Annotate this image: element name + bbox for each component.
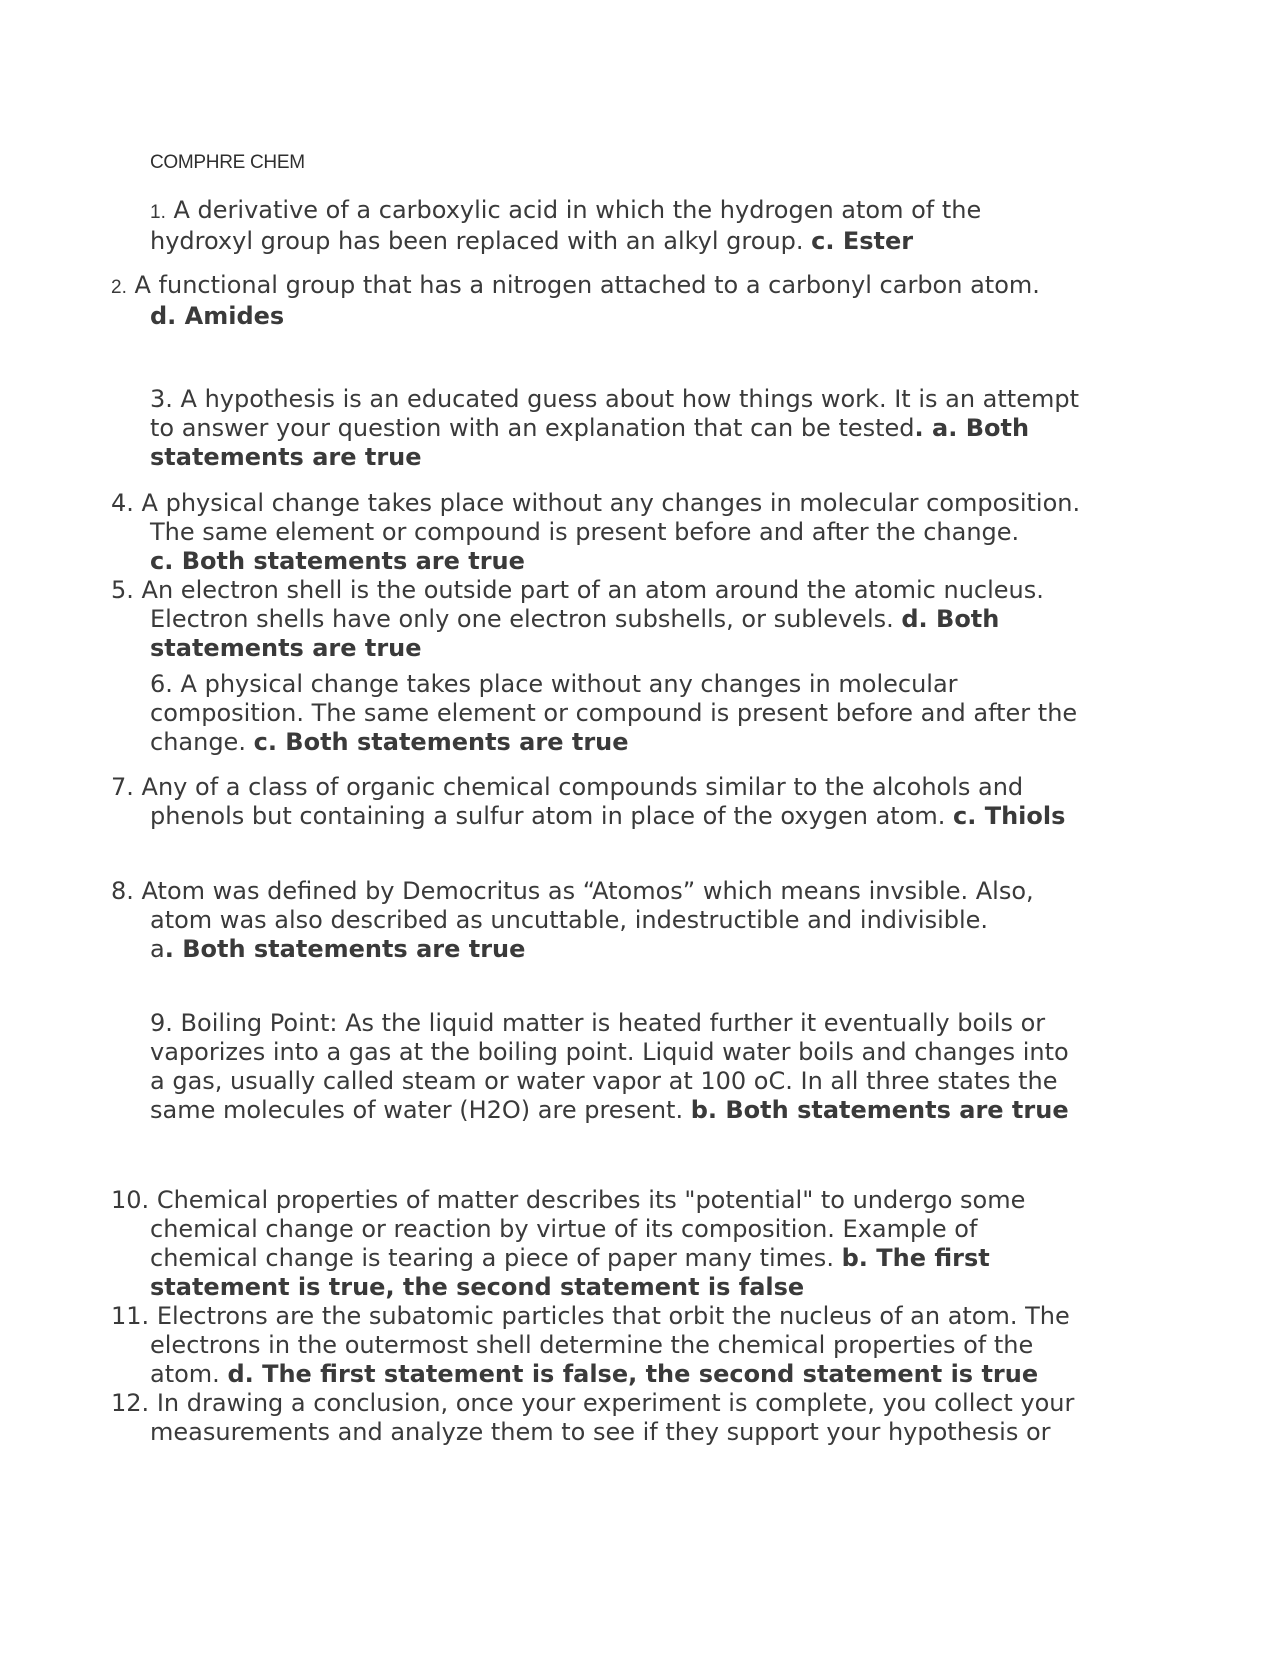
question-line: phenols but containing a sulfur atom in place of the oxygen atom. c. Thiols <box>150 802 1066 830</box>
question-line: to answer your question with an explanation that can be tested. a. Both <box>150 414 1030 442</box>
question-line: a gas, usually called steam or water vapor at 100 oC. In all three states the <box>150 1067 1058 1095</box>
question-11 <box>111 1302 1120 1389</box>
question-number: 8. <box>111 877 134 905</box>
question-9 <box>150 1009 1120 1125</box>
question-line: 6. A physical change takes place without any changes in molecular <box>150 670 958 698</box>
question-line: change. c. Both statements are true <box>150 728 629 756</box>
question-7 <box>111 773 1120 831</box>
question-line: atom was also described as uncuttable, indestructible and indivisible. <box>150 906 989 934</box>
question-line: measurements and analyze them to see if they support your hypothesis or <box>150 1418 1051 1446</box>
question-number: 5. <box>111 576 134 604</box>
question-line: 10. Chemical properties of matter describes its "potential" to undergo some <box>111 1186 1026 1214</box>
question-line: 8. Atom was defined by Democritus as “Atomos” which means invsible. Also, <box>111 877 1034 905</box>
answer: c. Ester <box>811 227 914 255</box>
question-line: 11. Electrons are the subatomic particles that orbit the nucleus of an atom. The <box>111 1302 1070 1330</box>
answer-continued: statement is true, the second statement is false <box>150 1273 805 1301</box>
question-number: 7. <box>111 773 134 801</box>
question-line: Electron shells have only one electron subshells, or sublevels. d. Both <box>150 605 1000 633</box>
answer: d. The first statement is false, the second statement is true <box>227 1360 1039 1388</box>
question-line: 9. Boiling Point: As the liquid matter is heated further it eventually boils or <box>150 1009 1046 1037</box>
question-line: chemical change is tearing a piece of paper many times. b. The first <box>150 1244 990 1272</box>
question-number: 1. <box>150 202 166 223</box>
question-number: 6. <box>150 670 173 698</box>
question-line: 7. Any of a class of organic chemical compounds similar to the alcohols and <box>111 773 1024 801</box>
document-title: COMPHRE CHEM <box>150 152 305 173</box>
answer: d. Amides <box>150 302 285 330</box>
question-line: 2. A functional group that has a nitrogen attached to a carbonyl carbon atom. <box>111 271 1040 299</box>
answer: c. Both statements are true <box>150 547 525 575</box>
answer-continued: statements are true <box>150 634 422 662</box>
answer-continued: statements are true <box>150 443 422 471</box>
question-2 <box>111 271 1120 331</box>
question-line: chemical change or reaction by virtue of its composition. Example of <box>150 1215 978 1243</box>
answer: b. Both statements are true <box>690 1096 1069 1124</box>
question-number: 4. <box>111 489 134 517</box>
question-line: 3. A hypothesis is an educated guess about how things work. It is an attempt <box>150 385 1079 413</box>
question-number: 9. <box>150 1009 173 1037</box>
question-line: The same element or compound is present before and after the change. <box>150 518 1020 546</box>
question-number: 3. <box>150 385 173 413</box>
question-number: 10. <box>111 1186 150 1214</box>
question-8 <box>111 877 1120 964</box>
answer: c. Thiols <box>953 802 1066 830</box>
question-line: atom. d. The first statement is false, the second statement is true <box>150 1360 1039 1388</box>
answer: . a. Both <box>914 414 1030 442</box>
question-number: 2. <box>111 277 127 298</box>
answer: c. Both statements are true <box>253 728 629 756</box>
question-6 <box>150 670 1120 757</box>
question-10 <box>111 1186 1120 1302</box>
question-line: 5. An electron shell is the outside part of an atom around the atomic nucleus. <box>111 576 1044 604</box>
question-line: same molecules of water (H2O) are present. b. Both statements are true <box>150 1096 1069 1124</box>
question-line: 12. In drawing a conclusion, once your experiment is complete, you collect your <box>111 1389 1075 1417</box>
question-number: 12. <box>111 1389 150 1417</box>
question-line: 4. A physical change takes place without any changes in molecular composition. <box>111 489 1081 517</box>
question-line: electrons in the outermost shell determine the chemical properties of the <box>150 1331 1034 1359</box>
question-5 <box>111 576 1120 663</box>
question-line: 1. A derivative of a carboxylic acid in which the hydrogen atom of the <box>150 196 982 224</box>
question-line: a. Both statements are true <box>150 935 526 963</box>
answer: b. The first <box>841 1244 990 1272</box>
question-line: hydroxyl group has been replaced with an alkyl group. c. Ester <box>150 227 914 255</box>
question-12 <box>111 1389 1120 1447</box>
question-3 <box>150 385 1120 472</box>
question-number: 11. <box>111 1302 150 1330</box>
answer: d. Both <box>901 605 1000 633</box>
question-1 <box>150 196 1120 256</box>
question-4 <box>111 489 1120 576</box>
question-line: vaporizes into a gas at the boiling point. Liquid water boils and changes into <box>150 1038 1069 1066</box>
question-line: composition. The same element or compound is present before and after the <box>150 699 1078 727</box>
answer: . Both statements are true <box>164 935 526 963</box>
